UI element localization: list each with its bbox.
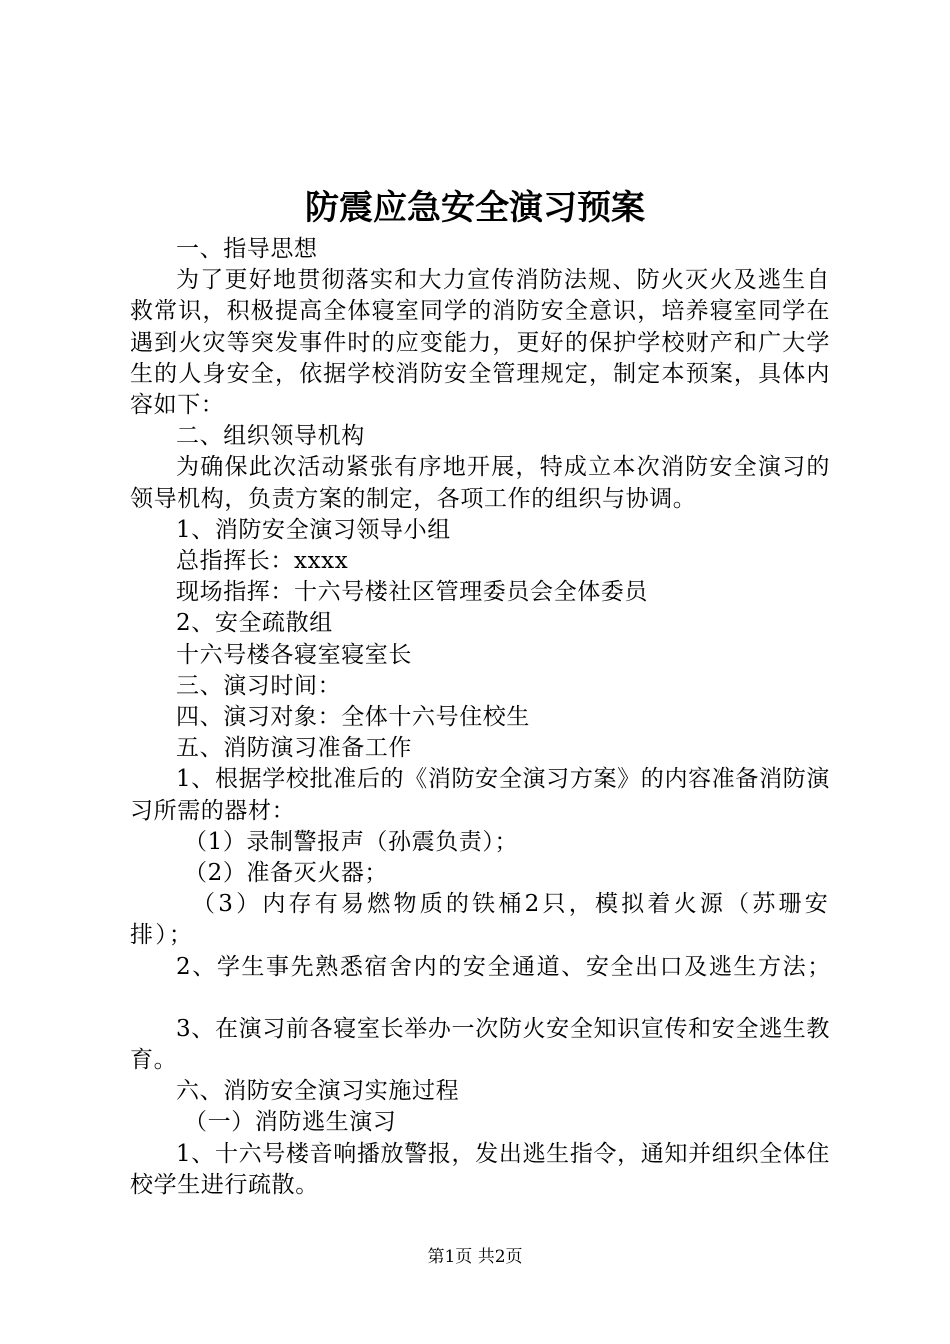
section-heading-preparation: 五、消防演习准备工作	[176, 735, 412, 762]
preparation-item-3: 3、在演习前各寝室长举办一次防火安全知识宣传和安全逃生教育。	[130, 1015, 830, 1074]
section-heading-organization: 二、组织领导机构	[176, 423, 365, 450]
page-number-footer: 第1页 共2页	[427, 1247, 523, 1267]
subheading-leadership-group: 1、消防安全演习领导小组	[176, 516, 451, 543]
document-body	[130, 234, 830, 1201]
section-heading-drill-time: 三、演习时间：	[176, 672, 342, 699]
subheading-escape-drill: （一）消防逃生演习	[184, 1109, 397, 1136]
paragraph-purpose: 为了更好地贯彻落实和大力宣传消防法规、防火灭火及逃生自救常识，积极提高全体寝室同学的消防安全意识，培养寝室同学在遇到火灾等突发事件时的应变能力，更好的保护学校财产和广大学生的人身安全，依据学校消防安全管理规定，制定本预案，具体内容如下：	[130, 267, 830, 419]
preparation-subitem-3: （3）内存有易燃物质的铁桶2只，模拟着火源（苏珊安排）；	[130, 891, 830, 949]
commander-line: 总指挥长：xxxx	[176, 548, 349, 575]
blank-line	[130, 983, 830, 1014]
evacuation-group-members: 十六号楼各寝室寝室长	[176, 641, 412, 668]
section-heading-guiding-ideology: 一、指导思想	[176, 236, 318, 262]
preparation-subitem-2: （2）准备灭火器；	[184, 860, 389, 887]
preparation-subitem-1: （1）录制警报声（孙震负责）；	[184, 828, 519, 855]
document-title: 防震应急安全演习预案	[305, 188, 645, 228]
site-commander-line: 现场指挥：十六号楼社区管理委员会全体委员	[176, 579, 648, 606]
preparation-item-1: 1、根据学校批准后的《消防安全演习方案》的内容准备消防演习所需的器材：	[130, 766, 830, 824]
preparation-item-2: 2、学生事先熟悉宿舍内的安全通道、安全出口及逃生方法；	[176, 953, 832, 980]
implementation-item-1: 1、十六号楼音响播放警报，发出逃生指令，通知并组织全体住校学生进行疏散。	[130, 1140, 830, 1198]
section-heading-implementation: 六、消防安全演习实施过程	[176, 1078, 460, 1105]
section-heading-drill-participants: 四、演习对象：全体十六号住校生	[176, 704, 530, 731]
paragraph-organization: 为确保此次活动紧张有序地开展，特成立本次消防安全演习的领导机构，负责方案的制定，各项工作的组织与协调。	[130, 454, 830, 512]
subheading-evacuation-group: 2、安全疏散组	[176, 610, 333, 637]
